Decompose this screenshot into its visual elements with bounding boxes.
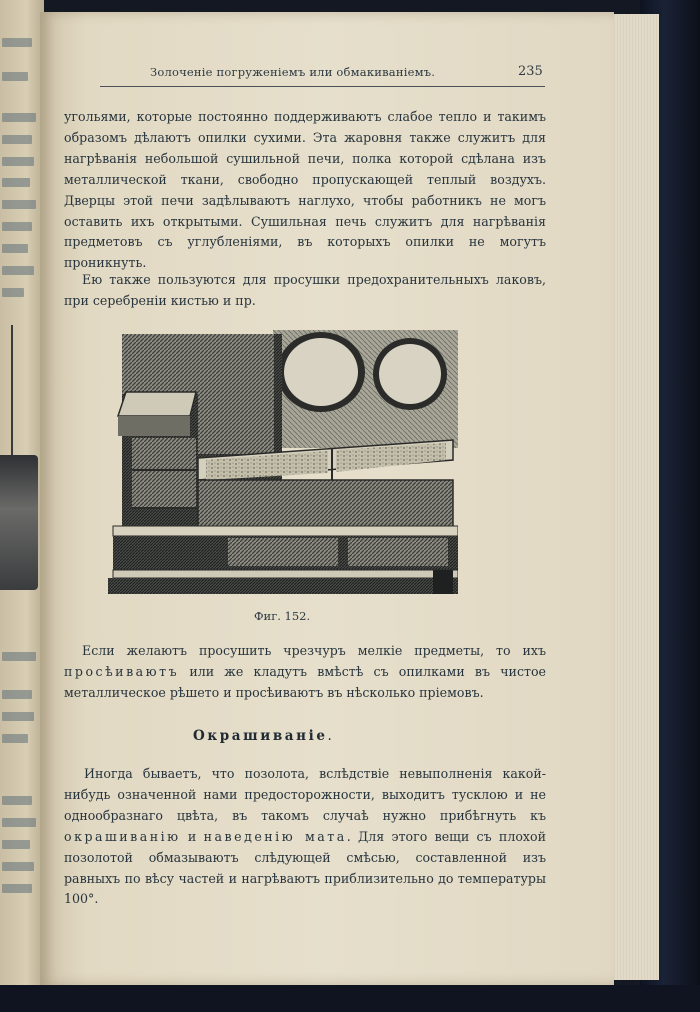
paragraph-text: и bbox=[180, 828, 204, 844]
figure-illustration bbox=[108, 330, 458, 600]
paragraph-text: Иногда бываетъ, что позолота, вслѣдствіе невыполненія какой-нибудь означенной нами предосторожности, выходитъ тусклою и не однообразнаго цвѣта, въ такомъ случаѣ нужно прибѣгнуть къ bbox=[64, 766, 546, 823]
paragraph bbox=[64, 764, 546, 910]
emphasized-word: мата bbox=[295, 828, 347, 844]
header-rule bbox=[100, 86, 545, 87]
section-heading bbox=[193, 728, 332, 744]
page-edges bbox=[612, 14, 659, 980]
emphasized-word: окрашиванію bbox=[64, 828, 181, 844]
paragraph bbox=[64, 641, 546, 704]
paragraph-text: Если желаютъ просушить чрезчуръ мелкіе предметы, то ихъ bbox=[82, 643, 546, 658]
book-cover-bottom bbox=[0, 985, 700, 1012]
paragraph-text: . Для этого вещи съ плохой позолотой обмазываютъ слѣдующей смѣсью, составленной изъ равныхъ по вѣсу частей и нагрѣваютъ приблизительно до температуры 100°. bbox=[64, 828, 546, 907]
section-heading-text: Окрашиваніе bbox=[193, 728, 328, 744]
paragraph: Ею также пользуются для просушки предохранительныхъ лаковъ, при серебреніи кистью и пр. bbox=[64, 272, 546, 308]
figure-caption: Фиг. 152. bbox=[254, 609, 311, 623]
emphasized-word: просѣиваютъ bbox=[64, 663, 180, 679]
paragraph-text: или же кладутъ вмѣстѣ съ опилками въ чистое металлическое рѣшето и просѣиваютъ въ нѣсколько пріемовъ. bbox=[64, 663, 546, 700]
paragraph: угольями, которые постоянно поддерживаютъ слабое тепло и такимъ образомъ дѣлаютъ опилки сухими. Эта жаровня также служитъ для нагрѣванія небольшой сушильной печи, полка которой сдѣлана изъ металлической ткани, свободно пропускающей теплый воздухъ. Дверцы этой печи задѣлываютъ наглухо, чтобы работникъ не могъ оставить ихъ открытыми. Сушильная печь служитъ для нагрѣванія предметовъ съ углубленіями, въ которыхъ опилки не могутъ проникнуть. bbox=[64, 109, 546, 271]
facing-page-edge bbox=[0, 0, 44, 985]
page-number: 235 bbox=[518, 64, 543, 79]
emphasized-word: наведенію bbox=[203, 828, 296, 844]
running-header: Золоченіе погруженіемъ или обмакиваніемъ. bbox=[150, 65, 436, 79]
section-heading-dot: . bbox=[327, 728, 332, 744]
